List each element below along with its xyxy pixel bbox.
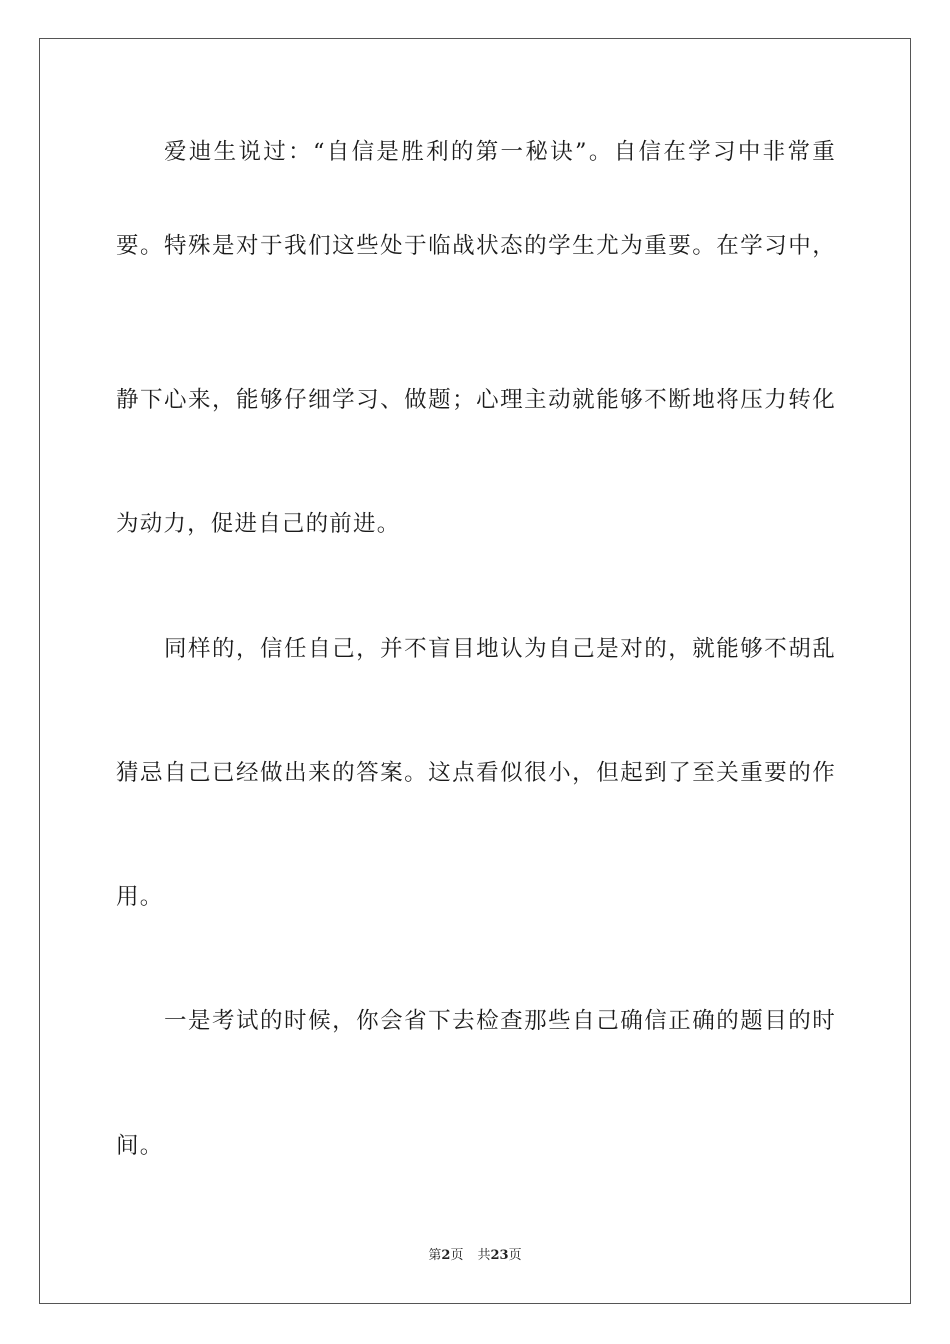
footer-total-suffix: 页 [508, 1248, 522, 1263]
paragraph-2-line-1: 同样的，信任自己，并不盲目地认为自己是对的，就能够不胡乱 [164, 636, 836, 662]
paragraph-1-line-1: 爱迪生说过：“自信是胜利的第一秘诀”。自信在学习中非常重 [164, 139, 836, 165]
page-footer [0, 1247, 950, 1265]
footer-page-prefix: 第 [428, 1248, 442, 1263]
footer-total-pages: 23 [490, 1248, 509, 1263]
paragraph-2-line-2: 猜忌自己已经做出来的答案。这点看似很小，但起到了至关重要的作 [116, 760, 836, 786]
paragraph-1-line-4: 为动力，促进自己的前进。 [116, 511, 401, 537]
footer-page-number: 2 [441, 1248, 451, 1263]
paragraph-3-line-1: 一是考试的时候，你会省下去检查那些自己确信正确的题目的时 [164, 1008, 836, 1034]
paragraph-1-line-2: 要。特殊是对于我们这些处于临战状态的学生尤为重要。在学习中， [116, 233, 836, 259]
page-frame [39, 38, 911, 1304]
paragraph-2-line-3: 用。 [116, 884, 164, 910]
footer-page-suffix: 页 [450, 1248, 464, 1263]
paragraph-3-line-2: 间。 [116, 1133, 164, 1159]
paragraph-1-line-3: 静下心来，能够仔细学习、做题；心理主动就能够不断地将压力转化 [116, 387, 836, 413]
footer-total-prefix: 共 [477, 1248, 491, 1263]
